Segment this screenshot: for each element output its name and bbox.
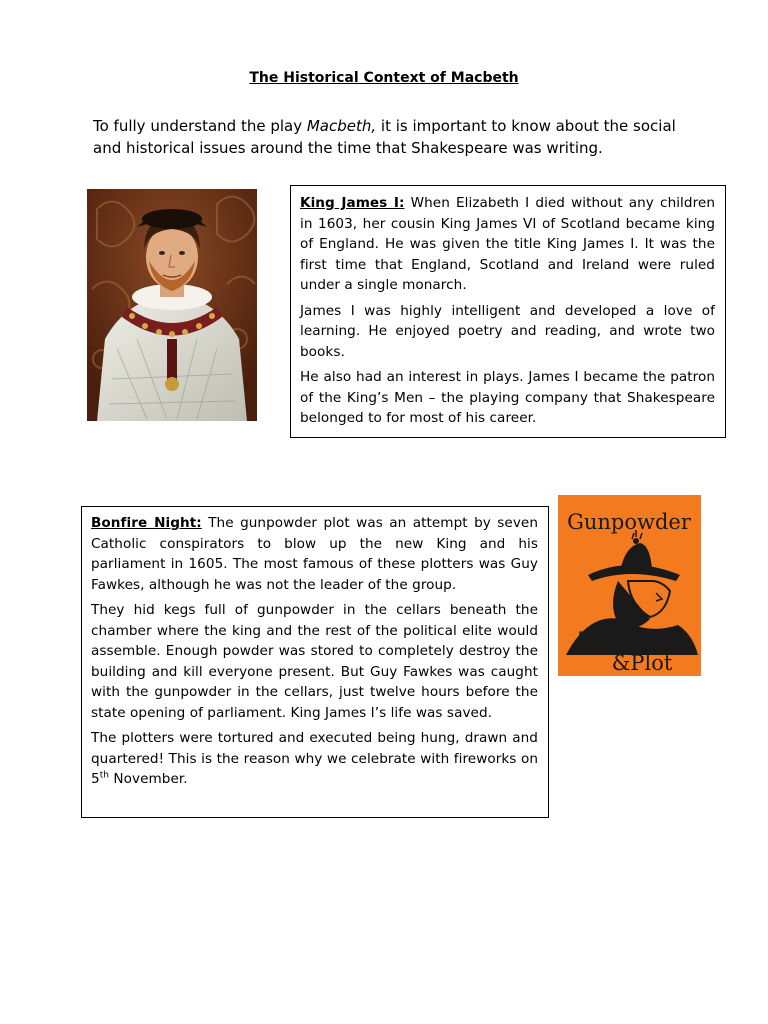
bonfire-paragraph-1 [91,513,538,595]
intro-text-start: To fully understand the play [93,117,307,135]
intro-play-title: Macbeth, [306,117,377,135]
intro-paragraph [93,115,693,159]
king-james-portrait [87,189,257,421]
gunpowder-plot-poster [558,495,701,676]
bonfire-text-3a: The plotters were tortured and executed being hung, drawn and quartered! This is the reason why we celebrate with fireworks on 5 [91,730,538,787]
king-james-paragraph-2: James I was highly intelligent and developed a love of learning. He enjoyed poetry and reading, and wrote two books. [300,302,715,360]
intro-text-end: it is important to know about the social and historical issues around the time that Shakespeare was writing. [93,117,676,157]
king-james-heading: King James I: [300,195,405,211]
poster-line-2: &Plot [611,651,673,675]
poster-title: Gunpowder [567,510,691,534]
king-james-paragraph-3: He also had an interest in plays. James I became the patron of the King’s Men – the playing company that Shakespeare belonged to for most of his career. [300,369,715,426]
king-james-box [290,185,726,438]
bonfire-paragraph-2: They hid kegs full of gunpowder in the cellars beneath the chamber where the king and the rest of the political elite would assemble. Enough powder was stored to completely destroy the building and kill everyone present. But Guy Fawkes was caught with the gunpowder in the cellars, just twelve hours before the state opening of parliament. King James I’s life was saved. [91,602,538,721]
bonfire-night-box [81,506,549,818]
bonfire-text-3b: November. [109,771,188,787]
ordinal-suffix: th [99,770,110,781]
king-james-text-1: When Elizabeth I died without any children in 1603, her cousin King James VI of Scotland became king of England. He was given the title King James I. It was the first time that England, Scotland and Ireland were ruled under a single monarch. [300,195,715,293]
king-james-paragraph-1 [300,193,715,296]
bonfire-paragraph-3 [91,728,538,790]
poster-line-1: Treason [579,628,665,652]
page-title: The Historical Context of Macbeth [249,70,519,86]
bonfire-text-1: The gunpowder plot was an attempt by seven Catholic conspirators to blow up the new King and his parliament in 1605. The most famous of these plotters was Guy Fawkes, although he was not the leader of the group. [91,515,539,593]
bonfire-heading: Bonfire Night: [91,515,202,531]
